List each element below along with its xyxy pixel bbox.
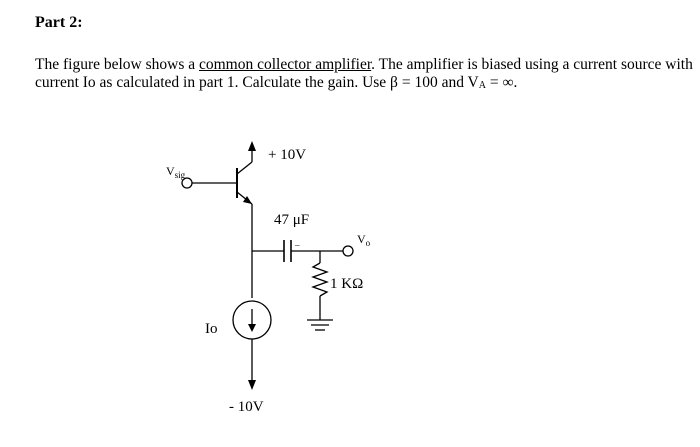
va-subscript: A (478, 80, 486, 91)
positive-supply-arrow (248, 141, 256, 151)
output-terminal (343, 246, 353, 256)
transistor-collector (237, 162, 252, 174)
part-heading: Part 2: (35, 14, 83, 31)
input-label: $V_{sig}$ (166, 164, 186, 180)
problem-text-middle: . The amplifier is biased using a current source with current Io as calculated in part 1. Calculate the gain. Use β = 100 and V (35, 56, 693, 91)
negative-supply-label: - 10V (229, 399, 264, 415)
negative-supply-arrow (248, 380, 256, 390)
current-source-label: Io (205, 321, 218, 337)
problem-text-start: The figure below shows a (35, 56, 199, 73)
capacitor-label: 47 μF (274, 212, 310, 228)
resistor-zigzag (313, 263, 327, 296)
capacitor-polarity-mark: – (295, 240, 300, 250)
current-source-arrow-head (248, 324, 256, 332)
problem-text-end: = ∞. (485, 74, 518, 91)
positive-supply-label: + 10V (268, 147, 307, 163)
resistor-label: 1 KΩ (330, 276, 364, 292)
output-label: $V_o$ (357, 232, 371, 248)
underlined-term: common collector amplifier (199, 56, 372, 73)
